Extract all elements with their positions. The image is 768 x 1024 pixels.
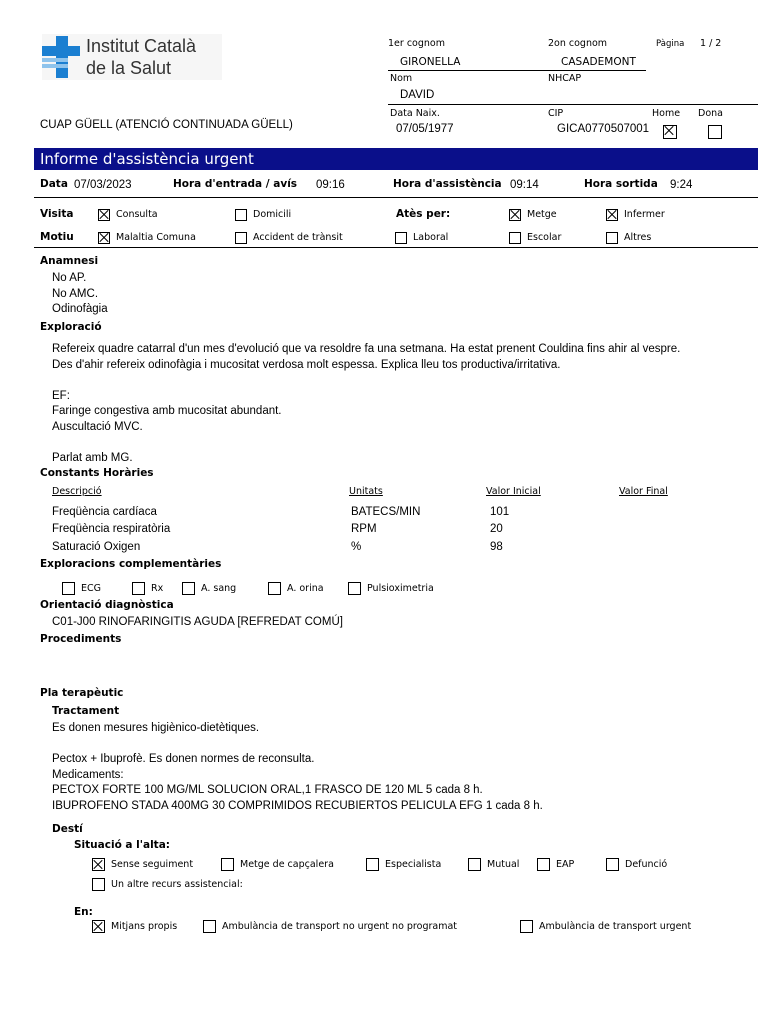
page-value: 1 / 2	[700, 38, 722, 49]
checkbox[interactable]	[606, 858, 619, 871]
first-surname-value: GIRONELLA	[400, 56, 461, 68]
visita-consulta[interactable]: Consulta	[98, 206, 158, 224]
constants-header-final: Valor Final	[619, 486, 668, 497]
complementary-ecg[interactable]: ECG	[62, 580, 101, 598]
constants-header-units: Unitats	[349, 486, 383, 497]
exploracio-label: Exploració	[40, 321, 102, 333]
complementary-orina[interactable]: A. orina	[268, 580, 324, 598]
ics-cross-icon	[42, 36, 80, 78]
cip-label: CIP	[548, 108, 564, 119]
situacio-defuncio[interactable]: Defunció	[606, 856, 667, 874]
transport-ambulancia-urgent[interactable]: Ambulància de transport urgent	[520, 918, 691, 936]
exit-time-value: 9:24	[670, 179, 693, 191]
situacio-sense-seguiment[interactable]: Sense seguiment	[92, 856, 193, 874]
attended-infermer[interactable]: Infermer	[606, 206, 665, 224]
transport-ambulancia-no-urgent[interactable]: Ambulància de transport no urgent no programat	[203, 918, 457, 936]
nhcap-label: NHCAP	[548, 73, 582, 84]
name-value: DAVID	[400, 89, 435, 101]
checkbox[interactable]	[98, 232, 110, 244]
checkbox[interactable]	[221, 858, 234, 871]
checkbox[interactable]	[62, 582, 75, 595]
date-value: 07/03/2023	[74, 179, 132, 191]
checkbox[interactable]	[98, 209, 110, 221]
divider	[388, 70, 646, 71]
checkbox[interactable]	[366, 858, 379, 871]
entry-time-value: 09:16	[316, 179, 345, 191]
checkbox[interactable]	[203, 920, 216, 933]
motiu-accident[interactable]: Accident de trànsit	[235, 229, 343, 247]
situacio-mutual[interactable]: Mutual	[468, 856, 519, 874]
checkbox[interactable]	[537, 858, 550, 871]
male-label: Home	[652, 108, 681, 119]
female-label: Dona	[698, 108, 723, 119]
desti-label: Destí	[52, 823, 83, 835]
anamnesi-text: No AP. No AMC. Odinofàgia	[52, 272, 108, 315]
checkbox[interactable]	[182, 582, 195, 595]
anamnesi-label: Anamnesi	[40, 255, 99, 267]
cip-value: GICA0770507001	[557, 123, 650, 135]
date-label: Data	[40, 178, 68, 190]
situacio-metge-capcalera[interactable]: Metge de capçalera	[221, 856, 334, 874]
checkbox[interactable]	[468, 858, 481, 871]
complementary-sang[interactable]: A. sang	[182, 580, 236, 598]
motiu-laboral[interactable]: Laboral	[395, 229, 448, 247]
procediments-label: Procediments	[40, 633, 122, 645]
checkbox[interactable]	[606, 232, 618, 244]
constants-header-initial: Valor Inicial	[486, 486, 541, 497]
exit-time-label: Hora sortida	[584, 178, 658, 190]
second-surname-label: 2on cognom	[548, 38, 608, 49]
attended-label: Atès per:	[396, 208, 451, 220]
visita-label: Visita	[40, 208, 74, 220]
checkbox[interactable]	[92, 920, 105, 933]
constants-header-desc: Descripció	[52, 486, 102, 497]
male-checkbox[interactable]	[663, 125, 677, 139]
birth-date-label: Data Naix.	[390, 108, 440, 119]
exploracio-text: Refereix quadre catarral d'un mes d'evolució que va resoldre fa una setmana. Ha estat prenent Couldina fins ahir al vespre. Des d'ahir refereix odinofàgia i mucositat verdosa molt espessa. Explica lleu tos productiva/irritativa. EF: Faringe congestiva amb mucositat abundant. Auscultació MVC. Parlat amb MG.	[52, 343, 681, 464]
situacio-label: Situació a l'alta:	[74, 839, 170, 851]
entry-time-label: Hora d'entrada / avís	[173, 178, 298, 190]
checkbox[interactable]	[235, 232, 247, 244]
first-surname-label: 1er cognom	[388, 38, 445, 49]
pla-label: Pla terapèutic	[40, 687, 124, 699]
institution-name-2: de la Salut	[86, 58, 172, 78]
divider	[388, 104, 758, 105]
checkbox[interactable]	[92, 878, 105, 891]
motiu-label: Motiu	[40, 231, 74, 243]
situacio-especialista[interactable]: Especialista	[366, 856, 441, 874]
birth-date-value: 07/05/1977	[396, 123, 454, 135]
attended-metge[interactable]: Metge	[509, 206, 557, 224]
tractament-text: Es donen mesures higiènico-dietètiques. Pectox + Ibuprofè. Es donen normes de reconsulta. Medicaments: PECTOX FORTE 100 MG/ML SOLUCION ORAL,1 FRASCO DE 120 ML 5 cada 8 h. IBUPROFENO STADA 400MG 30 COMPRIMIDOS RECUBIERTOS PELICULA EFG 1 cada 8 h.	[52, 722, 543, 812]
complementary-rx[interactable]: Rx	[132, 580, 163, 598]
visita-domicili[interactable]: Domicili	[235, 206, 291, 224]
orientacio-label: Orientació diagnòstica	[40, 599, 174, 611]
constants-label: Constants Horàries	[40, 467, 154, 479]
checkbox[interactable]	[348, 582, 361, 595]
situacio-altre-recurs[interactable]: Un altre recurs assistencial:	[92, 876, 243, 894]
en-label: En:	[74, 906, 93, 918]
logo	[42, 34, 222, 80]
complementaries-label: Exploracions complementàries	[40, 558, 222, 570]
checkbox[interactable]	[268, 582, 281, 595]
tractament-label: Tractament	[52, 705, 120, 717]
divider	[34, 247, 758, 248]
second-surname-value: CASADEMONT	[561, 56, 636, 68]
checkbox[interactable]	[606, 209, 618, 221]
page-title: Informe d'assistència urgent	[40, 150, 254, 168]
institution-name-1: Institut Català	[86, 36, 197, 56]
assist-time-value: 09:14	[510, 179, 539, 191]
checkbox[interactable]	[509, 209, 521, 221]
title-banner	[34, 148, 758, 170]
female-checkbox[interactable]	[708, 125, 722, 139]
orientacio-text: C01-J00 RINOFARINGITIS AGUDA [REFREDAT COMÚ]	[52, 616, 343, 628]
divider	[34, 197, 758, 198]
complementary-pulsioximetria[interactable]: Pulsioximetria	[348, 580, 434, 598]
motiu-escolar[interactable]: Escolar	[509, 229, 561, 247]
name-label: Nom	[390, 73, 413, 84]
center-name: CUAP GÜELL (ATENCIÓ CONTINUADA GÜELL)	[40, 119, 293, 131]
checkbox[interactable]	[509, 232, 521, 244]
checkbox[interactable]	[132, 582, 145, 595]
page-label: Pàgina	[656, 39, 685, 49]
checkbox[interactable]	[235, 209, 247, 221]
motiu-altres[interactable]: Altres	[606, 229, 651, 247]
motiu-malaltia[interactable]: Malaltia Comuna	[98, 229, 196, 247]
checkbox[interactable]	[92, 858, 105, 871]
situacio-eap[interactable]: EAP	[537, 856, 574, 874]
checkbox[interactable]	[520, 920, 533, 933]
checkbox[interactable]	[395, 232, 407, 244]
assist-time-label: Hora d'assistència	[393, 178, 502, 190]
transport-mitjans-propis[interactable]: Mitjans propis	[92, 918, 177, 936]
